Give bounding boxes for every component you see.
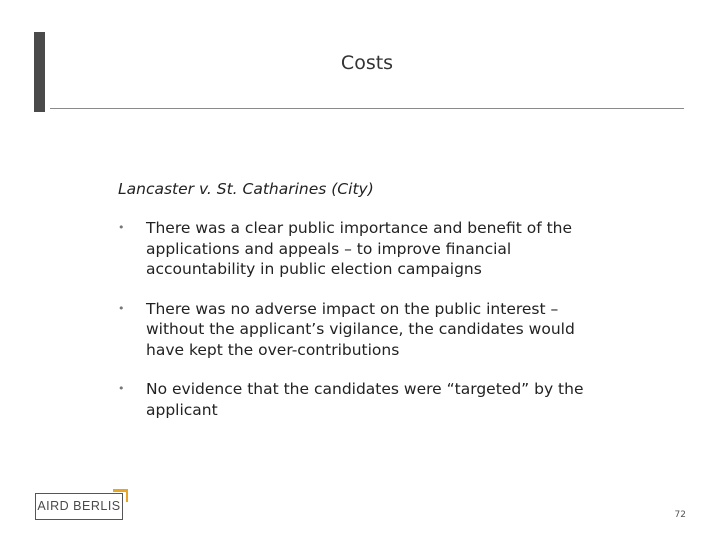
list-item	[118, 379, 598, 420]
bullet-text: There was no adverse impact on the public interest – without the applicant’s vigilance, the candidates would have kept the over-contributions	[146, 299, 575, 359]
title-divider	[50, 108, 684, 109]
case-title: Lancaster v. St. Catharines (City)	[118, 180, 374, 198]
bullet-list	[118, 218, 598, 439]
bullet-marker: •	[118, 382, 125, 395]
list-item	[118, 218, 598, 280]
logo-text: AIRD BERLIS	[37, 499, 121, 513]
slide-title: Costs	[340, 52, 394, 74]
title-accent-bar	[34, 32, 45, 112]
bullet-marker: •	[118, 221, 125, 234]
page-number: 72	[674, 510, 686, 520]
aird-berlis-logo	[35, 489, 128, 520]
bullet-marker: •	[118, 301, 125, 315]
bullet-text: No evidence that the candidates were “targeted” by the applicant	[146, 380, 584, 419]
bullet-text: There was a clear public importance and benefit of the applications and appeals – to improve financial accountability in public election campaigns	[146, 219, 573, 278]
list-item	[118, 299, 598, 361]
logo-corner-accent	[126, 489, 129, 502]
